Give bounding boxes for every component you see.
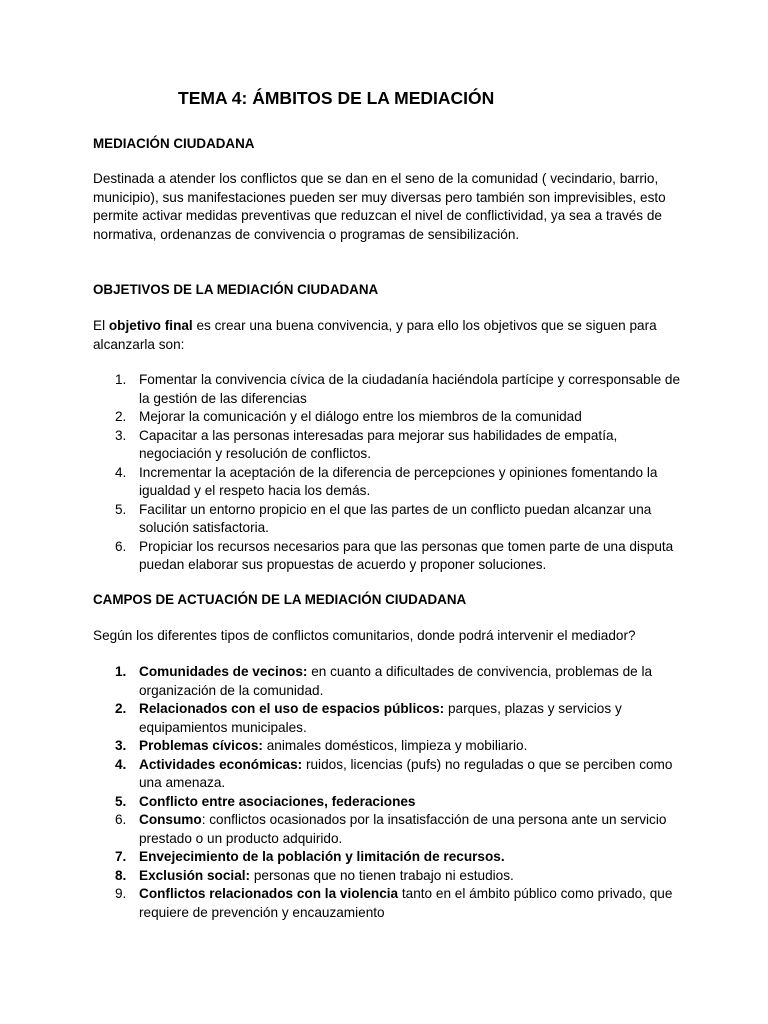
list-item-bold-text: Conflictos relacionados con la violencia xyxy=(139,886,399,901)
section-paragraph: Destinada a atender los conflictos que se dan en el seno de la comunidad ( vecindario, barrio, municipio), sus manifestaciones pueden ser muy diversas pero también son imprevisibles, esto permite activar medidas preventivas que reduzcan el nivel de conflictividad, ya sea a través de normativa, ordenanzas de convivencia o programas de sensibilización. xyxy=(93,171,666,242)
list-item-text: Fomentar la convivencia cívica de la ciudadanía haciéndola partícipe y corresponsable de la gestión de las diferencias xyxy=(139,372,681,406)
list-number: 3. xyxy=(115,738,127,753)
section-heading-mediacion-ciudadana: MEDIACIÓN CIUDADANA xyxy=(93,136,255,151)
list-item-text: Propiciar los recursos necesarios para que las personas que tomen parte de una disputa puedan elaborar sus propuestas de acuerdo y proponer soluciones. xyxy=(139,538,674,572)
list-item-text: Facilitar un entorno propicio en el que las partes de un conflicto puedan alcanzar una solución satisfactoria. xyxy=(139,501,652,535)
list-number: 2. xyxy=(115,701,127,716)
list-item-text: Incrementar la aceptación de la diferencia de percepciones y opiniones fomentando la igualdad y el respeto hacia los demás. xyxy=(139,464,658,498)
list-item-text: Capacitar a las personas interesadas para mejorar sus habilidades de empatía, negociación y resolución de conflictos. xyxy=(139,427,618,461)
section-intro-paragraph: Según los diferentes tipos de conflictos comunitarios, donde podrá intervenir el mediador? xyxy=(93,628,636,643)
list-item xyxy=(93,408,693,427)
list-item-bold-text: Comunidades de vecinos: xyxy=(139,664,308,679)
list-number: 5. xyxy=(115,501,127,517)
intro-bold-text: objetivo final xyxy=(108,318,193,333)
list-number: 2. xyxy=(115,409,127,424)
list-item xyxy=(93,867,693,886)
list-item xyxy=(93,464,693,501)
objectives-list xyxy=(93,371,693,575)
list-item-text: parques, plazas y servicios y equipamientos municipales. xyxy=(139,701,622,735)
list-item-bold-text: Exclusión social: xyxy=(139,867,251,883)
list-item xyxy=(93,501,693,538)
list-item-bold-text: Consumo xyxy=(139,812,202,827)
list-number: 6. xyxy=(115,538,127,554)
list-item-bold-text: Relacionados con el uso de espacios públicos: xyxy=(139,701,445,716)
list-number: 6. xyxy=(115,812,127,827)
document-title: TEMA 4: ÁMBITOS DE LA MEDIACIÓN xyxy=(178,88,495,108)
list-item-text: : conflictos ocasionados por la insatisfacción de una persona ante un servicio prestado o un producto adquirido. xyxy=(139,812,667,846)
list-item xyxy=(93,737,693,756)
list-item xyxy=(93,663,693,700)
list-item-text: personas que no tienen trabajo ni estudios. xyxy=(250,867,514,883)
list-number: 1. xyxy=(115,664,127,679)
fields-list xyxy=(93,663,693,922)
list-number: 8. xyxy=(115,867,127,883)
list-item xyxy=(93,427,693,464)
list-item-text: tanto en el ámbito público como privado, que requiere de prevención y encauzamiento xyxy=(139,886,673,920)
section-heading-campos-actuacion: CAMPOS DE ACTUACIÓN DE LA MEDIACIÓN CIUDADANA xyxy=(93,592,467,607)
list-item xyxy=(93,811,693,848)
list-number: 1. xyxy=(115,372,127,387)
list-item-bold-text: Actividades económicas: xyxy=(139,756,303,772)
list-item-text: Mejorar la comunicación y el diálogo entre los miembros de la comunidad xyxy=(139,409,582,424)
list-number: 7. xyxy=(115,849,127,864)
list-item xyxy=(93,848,693,867)
section-heading-objetivos: OBJETIVOS DE LA MEDIACIÓN CIUDADANA xyxy=(93,282,379,297)
list-number: 5. xyxy=(115,793,127,809)
list-item xyxy=(93,885,693,922)
list-item xyxy=(93,756,693,793)
list-item-text: en cuanto a dificultades de convivencia, problemas de la organización de la comunidad. xyxy=(139,664,653,698)
list-item xyxy=(93,700,693,737)
list-item-text: animales domésticos, limpieza y mobiliario. xyxy=(262,738,528,753)
list-item xyxy=(93,538,693,575)
list-number: 3. xyxy=(115,427,127,443)
section-intro-paragraph xyxy=(93,317,693,354)
list-item-bold-text: Problemas cívicos: xyxy=(139,738,263,753)
list-number: 4. xyxy=(115,464,127,480)
list-item xyxy=(93,371,693,408)
list-number: 4. xyxy=(115,756,127,772)
list-item-text: ruidos, licencias (pufs) no reguladas o que se perciben como una amenaza. xyxy=(139,756,673,790)
list-item-bold-text: Conflicto entre asociaciones, federaciones xyxy=(139,793,416,809)
intro-text: El xyxy=(93,318,109,333)
list-number: 9. xyxy=(115,886,127,901)
intro-text: es crear una buena convivencia, y para ello los objetivos que se siguen para alcanzarla son: xyxy=(93,318,657,352)
list-item xyxy=(93,793,693,812)
list-item-bold-text: Envejecimiento de la población y limitación de recursos. xyxy=(139,849,505,864)
